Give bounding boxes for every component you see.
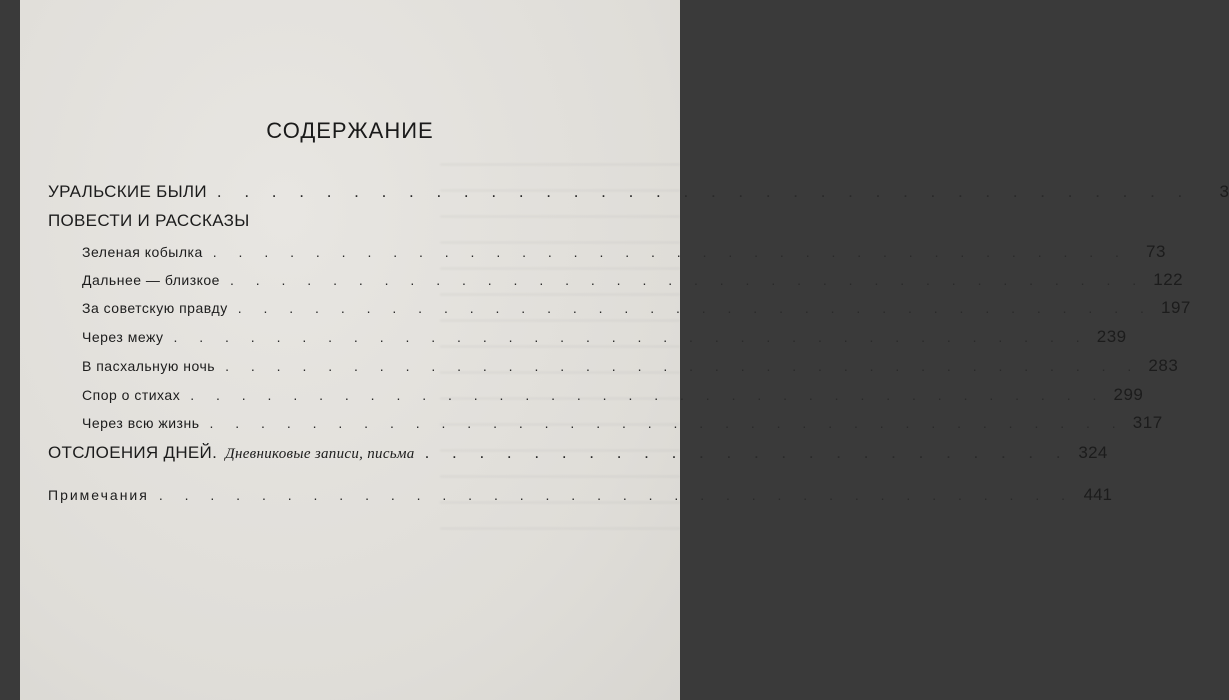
toc-entry-subtitle: Дневниковые записи, письма <box>225 446 415 462</box>
toc-entry-label: В пасхальную ночь <box>82 358 216 374</box>
toc-entry-label: УРАЛЬСКИЕ БЫЛИ <box>48 182 207 201</box>
toc-entry-spor-o-stikhakh <box>82 385 1144 405</box>
toc-entry-label: Спор о стихах <box>82 387 181 403</box>
toc-entry-label: Через всю жизнь <box>82 415 200 431</box>
toc-page-number: 73 <box>1146 242 1166 261</box>
toc-page-number: 324 <box>1078 443 1108 462</box>
toc-entry-label: Дальнее — близкое <box>82 272 220 288</box>
toc-page-number: 441 <box>1083 485 1112 504</box>
toc-leader-dots: . . . . . . . . . . . . . . . . . . . . . . . . . . . . . . . . . . . . <box>237 300 1153 316</box>
toc-entry-label: ОТСЛОЕНИЯ ДНЕЙ. <box>48 443 218 462</box>
toc-leader-dots: . . . . . . . . . . . . . . . . . . . . . . . . . . . . . . . . . . . . <box>173 329 1089 345</box>
toc-entry-label: Примечания <box>48 487 149 503</box>
toc-page-number: 317 <box>1132 413 1163 432</box>
toc-page-number: 299 <box>1113 385 1144 404</box>
toc-leader-dots: . . . . . . . . . . . . . . . . . . . . . . . . <box>424 443 1070 462</box>
toc-page-number: 197 <box>1161 298 1191 317</box>
toc-page-number: 239 <box>1096 327 1127 346</box>
toc-leader-dots: . . . . . . . . . . . . . . . . . . . . . . . . . . . . . . . . . . . . <box>190 387 1106 403</box>
toc-entry-cherez-vsyu-zhizn <box>82 413 1163 433</box>
toc-page-number: 122 <box>1153 270 1184 289</box>
toc-entry-label: За советскую правду <box>82 300 228 316</box>
toc-entry-v-paskhalnuyu-noch <box>82 356 1179 376</box>
toc-leader-dots: . . . . . . . . . . . . . . . . . . . . . . . . . . . . . . . . . . . . <box>225 358 1141 374</box>
toc-entry-uralskie-byli <box>48 182 1229 202</box>
toc-entry-za-sovetskuyu-pravdu <box>82 298 1191 318</box>
toc-leader-dots: . . . . . . . . . . . . . . . . . . . . . . . . . . . . . . . . . . . . <box>158 487 1074 503</box>
toc-entry-primechaniya <box>48 485 1112 505</box>
book-page <box>20 0 1229 700</box>
toc-leader-dots: . . . . . . . . . . . . . . . . . . . . . . . . . . . . . . . . . . . . <box>229 272 1146 288</box>
toc-entry-label: ПОВЕСТИ И РАССКАЗЫ <box>48 211 250 230</box>
toc-page-number: 3 <box>1219 182 1229 201</box>
toc-section-povesti <box>48 211 640 231</box>
toc-entry-label: Зеленая кобылка <box>82 244 203 260</box>
toc-entry-otsloeniya-dney <box>48 443 1108 463</box>
toc-leader-dots: . . . . . . . . . . . . . . . . . . . . . . . . . . . . . . . . . . . . <box>209 415 1125 431</box>
toc-entry-label: Через межу <box>82 329 164 345</box>
toc-leader-dots: . . . . . . . . . . . . . . . . . . . . . . . . . . . . . . . . . . . . <box>216 182 1192 201</box>
toc-page-number: 283 <box>1148 356 1179 375</box>
toc-entry-dalnee-blizkoe <box>82 270 1184 290</box>
page-title: СОДЕРЖАНИЕ <box>266 118 434 143</box>
toc-entry-cherez-mezhu <box>82 327 1127 347</box>
toc-leader-dots: . . . . . . . . . . . . . . . . . . . . . . . . . . . . . . . . . . . . <box>212 244 1128 260</box>
toc-entry-zelenaya-kobylka <box>82 242 1166 262</box>
